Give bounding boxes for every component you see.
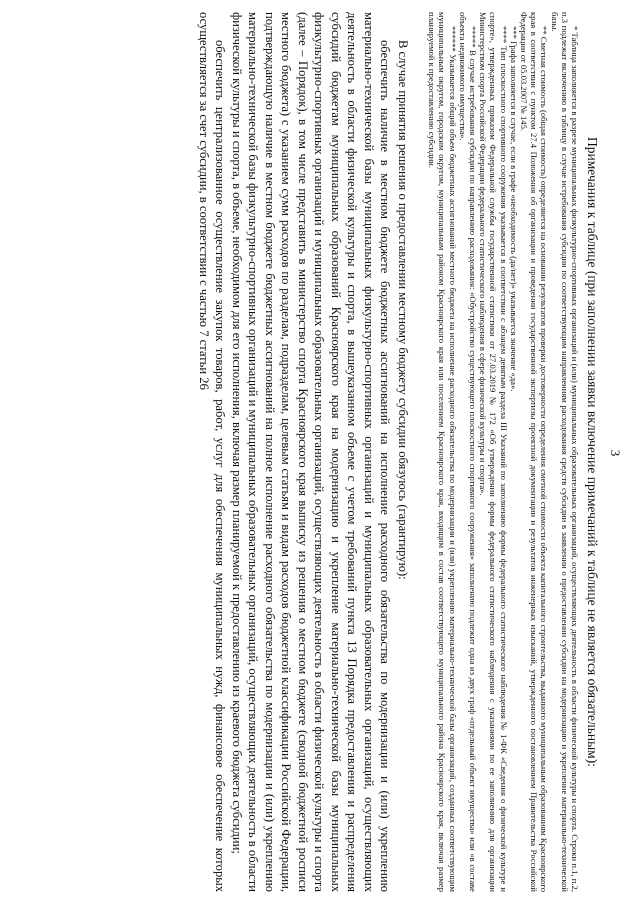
notes-list: [427, 12, 580, 892]
note-item: ***** В случае истребования субсидии по направлению расходования: «Обустройство существующего плоскостного спортивного сооружения» заполнению подлежит одна из двух граф «отдельный объект имущества» или «в составе объекта недвижимого имущества».: [457, 12, 478, 892]
obligation-paragraph: обеспечить наличие в местном бюджете бюджетных ассигнований на исполнение расходного обязательства по модернизации и (или) укреплению материально-технической базы муниципальных физкультурно-спортивных организаций и муниципальных образовательных организаций, осуществляющих деятельность в области физической культуры и спорта, в вышеуказанном объеме с учетом требований пункта 13 Порядка предоставления и распределения субсидий бюджетам муниципальных образований Красноярского края на модернизацию и укрепление материально-технической базы муниципальных физкультурно-спортивных организаций и муниципальных образовательных организаций, осуществляющих деятельность в области физической культуры и спорта (далее – Порядок), в том числе представить в министерство спорта Красноярского края выписку из решения о местном бюджете (сводной бюджетной росписи местного бюджета) с указанием сумм расходов по разделам, подразделам, целевым статьям и видам расходов бюджетной классификации Российской Федерации, подтверждающую наличие в местном бюджете бюджетных ассигнований на полное исполнение расходного обязательства по модернизации и (или) укреплению материально-технической базы физкультурно-спортивных организаций и муниципальных образовательных организаций, осуществляющих деятельность в области физической культуры и спорта, в объеме, необходимом для его исполнения, включая размер планируемой к предоставлению из краевого бюджета субсидии;: [229, 12, 393, 892]
note-item: ** Сметная стоимость (общая стоимость) определяется на основании результатов проверки достоверности определения сметной стоимости объекта капитального строительства, выданного муниципальным образованиям Красноярского края в соответствии с пунктом 27.4 Положения об организации и проведении государственной экспертизы проектной документации и результатов инженерных изысканий, утвержденного постановлением Правительства Российской Федерации от 05.03.2007 № 145.: [518, 12, 550, 892]
note-item: * Таблица заполняется в разрезе муниципальных физкультурно-спортивных организаций и (или) муниципальных образовательных организаций, осуществляющих деятельность в области физической культуры и спорта. Строки п.1, п.2, п.3 подлежат включению в таблицу в случае истребования субсидии по соответствующим направлениям расходования средств субсидии в заявлении о предоставлении субсидии на модернизацию и укрепление материально-технической базы.: [549, 12, 580, 892]
document-body: [40, 12, 600, 892]
note-item: ****** Указывается общий объем бюджетных ассигнований местного бюджета на исполнение расходного обязательства по модернизации и (или) укреплению материально-технической базы организаций, созданных соответствующим муниципальным округом, городским округом, муниципальным районом Красноярского края или поселением Красноярского края, входящим в состав соответствующего муниципального района Красноярского края, включая размер планируемой к предоставлению субсидии.: [427, 12, 458, 892]
note-item: *** Графа заполняется в случае, если в графе «необходимость (да/нет)» указывается значение «да».: [508, 26, 519, 392]
obligation-paragraph: обеспечить централизованное осуществление закупок товаров, работ, услуг для обеспечения муниципальных нужд, финансовое обеспечение которых осуществляется за счет субсидии, в соответствии с частью 7 статьи 26: [196, 12, 228, 892]
obligations-section: [195, 12, 411, 892]
obligations-lead: В случае принятия решения о предоставлении местному бюджету субсидии обязуюсь (гарантирую):: [395, 40, 410, 580]
note-item: **** Тип плоскостного спортивного сооружения указывается в соответствии с абзацем девятым раздела III Указаний по заполнению формы федерального статистического наблюдения № 1-ФК «Сведения о физической культуре и спорте», утвержденных приказом Федеральной службы государственной статистики от 27.03.2019 № 172 «Об утверждении формы федерального статистического наблюдения с указаниями по ее заполнению для организации Министерством спорта Российской Федерации федерального статистического наблюдения в сфере физической культуры и спорта».: [478, 12, 509, 892]
page-number: 3: [608, 449, 623, 457]
notes-heading: Примечания к таблице (при заполнении заявки включение примечаний к таблице не является обязательным):: [585, 137, 600, 767]
